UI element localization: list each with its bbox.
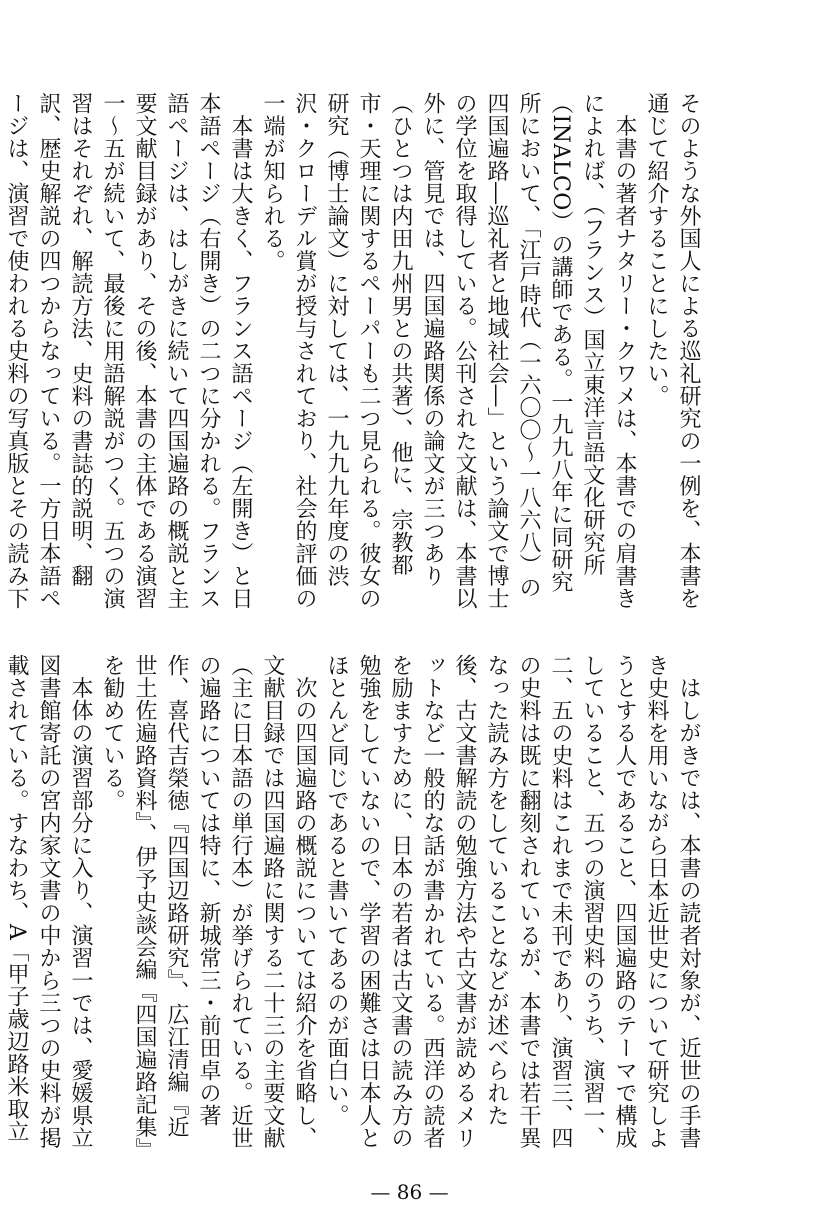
page-number: — 86 — <box>370 1180 449 1204</box>
paragraph-exercise-one: 本体の演習部分に入り、演習一では、愛媛県立図書館寄託の宮内家文書の中から三つの史料が掲載されている。すなわち、A「甲子歳辺路米取立 <box>4 654 93 1149</box>
top-text-section <box>4 92 704 612</box>
bottom-text-section <box>4 654 704 1154</box>
paragraph-author: 本書の著者ナタリー・クワメは、本書での肩書きによれば、（フランス）国立東洋言語文化研究所（INALCO）の講師である。一九九八年に同研究所において、「江戸時代（一六〇〇〜一八六八）の四国遍路―巡礼者と地域社会―」という論文で博士の学位を取得している。公刊された文献は、本書以外に、管見では、四国遍路関係の論文が三つあり（ひとつは内田九州男との共著）、他に、宗教都市・天理に関するペーパーも二つ見られる。彼女の研究（博士論文）に対しては、一九九九年度の渋沢・クローデル賞が授与されており、社会的評価の一端が知られる。 <box>260 92 637 610</box>
paragraph-intro-continuation: そのような外国人による巡礼研究の一例を、本書を通じて紹介することにしたい。 <box>644 92 701 610</box>
paragraph-preface: はしがきでは、本書の読者対象が、近世の手書き史料を用いながら日本近世史について研究しようとする人であること、四国遍路のテーマで構成していること、五つの演習史料のうち、演習一、二、五の史料はこれまで未刊であり、演習三、四の史料は既に翻刻されているが、本書では若干異なった読み方をしていることなどが述べられた後、古文書解読の勉強方法や古文書が読めるメリットなど一般的な話が書かれている。西洋の読者を励ますために、日本の若者は古文書の読み方の勉強をしていないので、学習の困難さは日本人とほとんど同じであると書いてあるのが面白い。 <box>324 654 701 1149</box>
paragraph-book-structure: 本書は大きく、フランス語ページ（左開き）と日本語ページ（右開き）の二つに分かれる。フランス語ページは、はしがきに続いて四国遍路の概説と主要文献目録があり、その後、本書の主体である演習一〜五が続いて、最後に用語解説がつく。五つの演習はそれぞれ、解読方法、史料の書誌的説明、翻訳、歴史解説の四つからなっている。一方日本語ページは、演習で使われる史料の写真版とその読み下 <box>4 92 253 610</box>
paragraph-bibliography: 次の四国遍路の概説については紹介を省略し、文献目録では四国遍路に関する二十三の主要文献（主に日本語の単行本）が挙げられている。近世の遍路については特に、新城常三・前田卓の著作、喜代吉榮徳『四国辺路研究』、広江清編『近世土佐遍路資料』、伊予史談会編『四国遍路記集』を勧めている。 <box>100 654 317 1150</box>
